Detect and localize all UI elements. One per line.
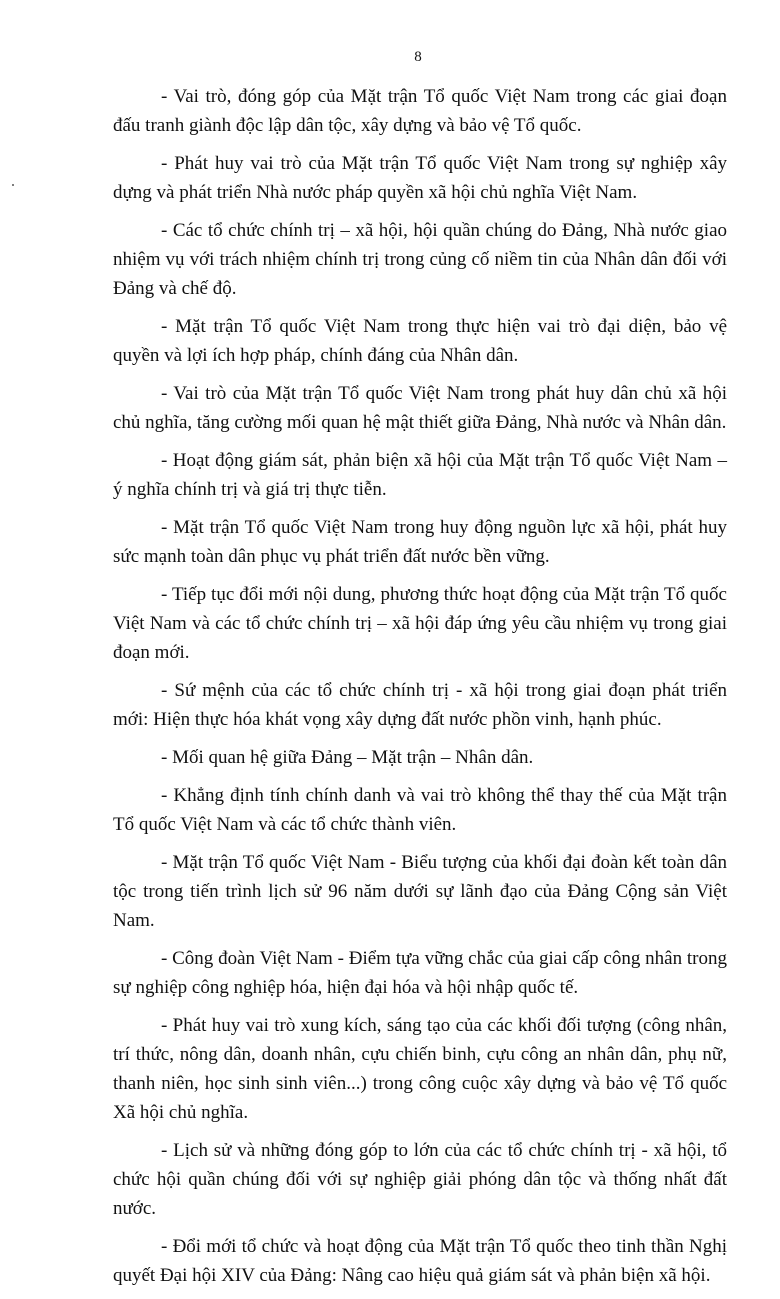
list-item: - Đổi mới tổ chức và hoạt động của Mặt trận Tổ quốc theo tinh thần Nghị quyết Đại hội XIV của Đảng: Nâng cao hiệu quả giám sát và phản biện xã hội. bbox=[113, 1236, 727, 1286]
list-item: - Tiếp tục đổi mới nội dung, phương thức hoạt động của Mặt trận Tổ quốc Việt Nam và các tổ chức chính trị – xã hội đáp ứng yêu cầu nhiệm vụ trong giai đoạn mới. bbox=[113, 584, 727, 663]
list-item: - Lịch sử và những đóng góp to lớn của các tổ chức chính trị - xã hội, tổ chức hội quần chúng đối với sự nghiệp giải phóng dân tộc và thống nhất đất nước. bbox=[113, 1140, 727, 1219]
list-item: - Phát huy vai trò xung kích, sáng tạo của các khối đối tượng (công nhân, trí thức, nông dân, doanh nhân, cựu chiến binh, cựu công an nhân dân, phụ nữ, thanh niên, học sinh sinh viên...) trong công cuộc xây dựng và bảo vệ Tổ quốc Xã hội chủ nghĩa. bbox=[113, 1015, 727, 1123]
list-item: - Sứ mệnh của các tổ chức chính trị - xã hội trong giai đoạn phát triển mới: Hiện thực hóa khát vọng xây dựng đất nước phồn vinh, hạnh phúc. bbox=[113, 680, 727, 730]
list-item: - Khẳng định tính chính danh và vai trò không thể thay thế của Mặt trận Tổ quốc Việt Nam và các tổ chức thành viên. bbox=[113, 785, 727, 835]
list-item: - Vai trò của Mặt trận Tổ quốc Việt Nam trong phát huy dân chủ xã hội chủ nghĩa, tăng cường mối quan hệ mật thiết giữa Đảng, Nhà nước và Nhân dân. bbox=[113, 383, 727, 433]
list-item: - Mối quan hệ giữa Đảng – Mặt trận – Nhân dân. bbox=[161, 747, 534, 768]
list-item: - Công đoàn Việt Nam - Điểm tựa vững chắc của giai cấp công nhân trong sự nghiệp công nghiệp hóa, hiện đại hóa và hội nhập quốc tế. bbox=[113, 948, 727, 998]
scan-speck bbox=[12, 184, 14, 186]
list-item: - Mặt trận Tổ quốc Việt Nam trong huy động nguồn lực xã hội, phát huy sức mạnh toàn dân phục vụ phát triển đất nước bền vững. bbox=[113, 517, 727, 567]
list-item: - Các tổ chức chính trị – xã hội, hội quần chúng do Đảng, Nhà nước giao nhiệm vụ với trách nhiệm chính trị trong củng cố niềm tin của Nhân dân đối với Đảng và chế độ. bbox=[113, 220, 727, 299]
list-item: - Phát huy vai trò của Mặt trận Tổ quốc Việt Nam trong sự nghiệp xây dựng và phát triển Nhà nước pháp quyền xã hội chủ nghĩa Việt Nam. bbox=[113, 153, 727, 203]
page-number: 8 bbox=[414, 49, 422, 65]
list-item: - Mặt trận Tổ quốc Việt Nam - Biểu tượng của khối đại đoàn kết toàn dân tộc trong tiến trình lịch sử 96 năm dưới sự lãnh đạo của Đảng Cộng sản Việt Nam. bbox=[113, 852, 727, 931]
list-item: - Hoạt động giám sát, phản biện xã hội của Mặt trận Tổ quốc Việt Nam – ý nghĩa chính trị và giá trị thực tiễn. bbox=[113, 450, 727, 500]
list-item: - Vai trò, đóng góp của Mặt trận Tổ quốc Việt Nam trong các giai đoạn đấu tranh giành độc lập dân tộc, xây dựng và bảo vệ Tổ quốc. bbox=[113, 86, 727, 136]
list-item: - Mặt trận Tổ quốc Việt Nam trong thực hiện vai trò đại diện, bảo vệ quyền và lợi ích hợp pháp, chính đáng của Nhân dân. bbox=[113, 316, 727, 366]
topic-list bbox=[113, 82, 727, 1299]
